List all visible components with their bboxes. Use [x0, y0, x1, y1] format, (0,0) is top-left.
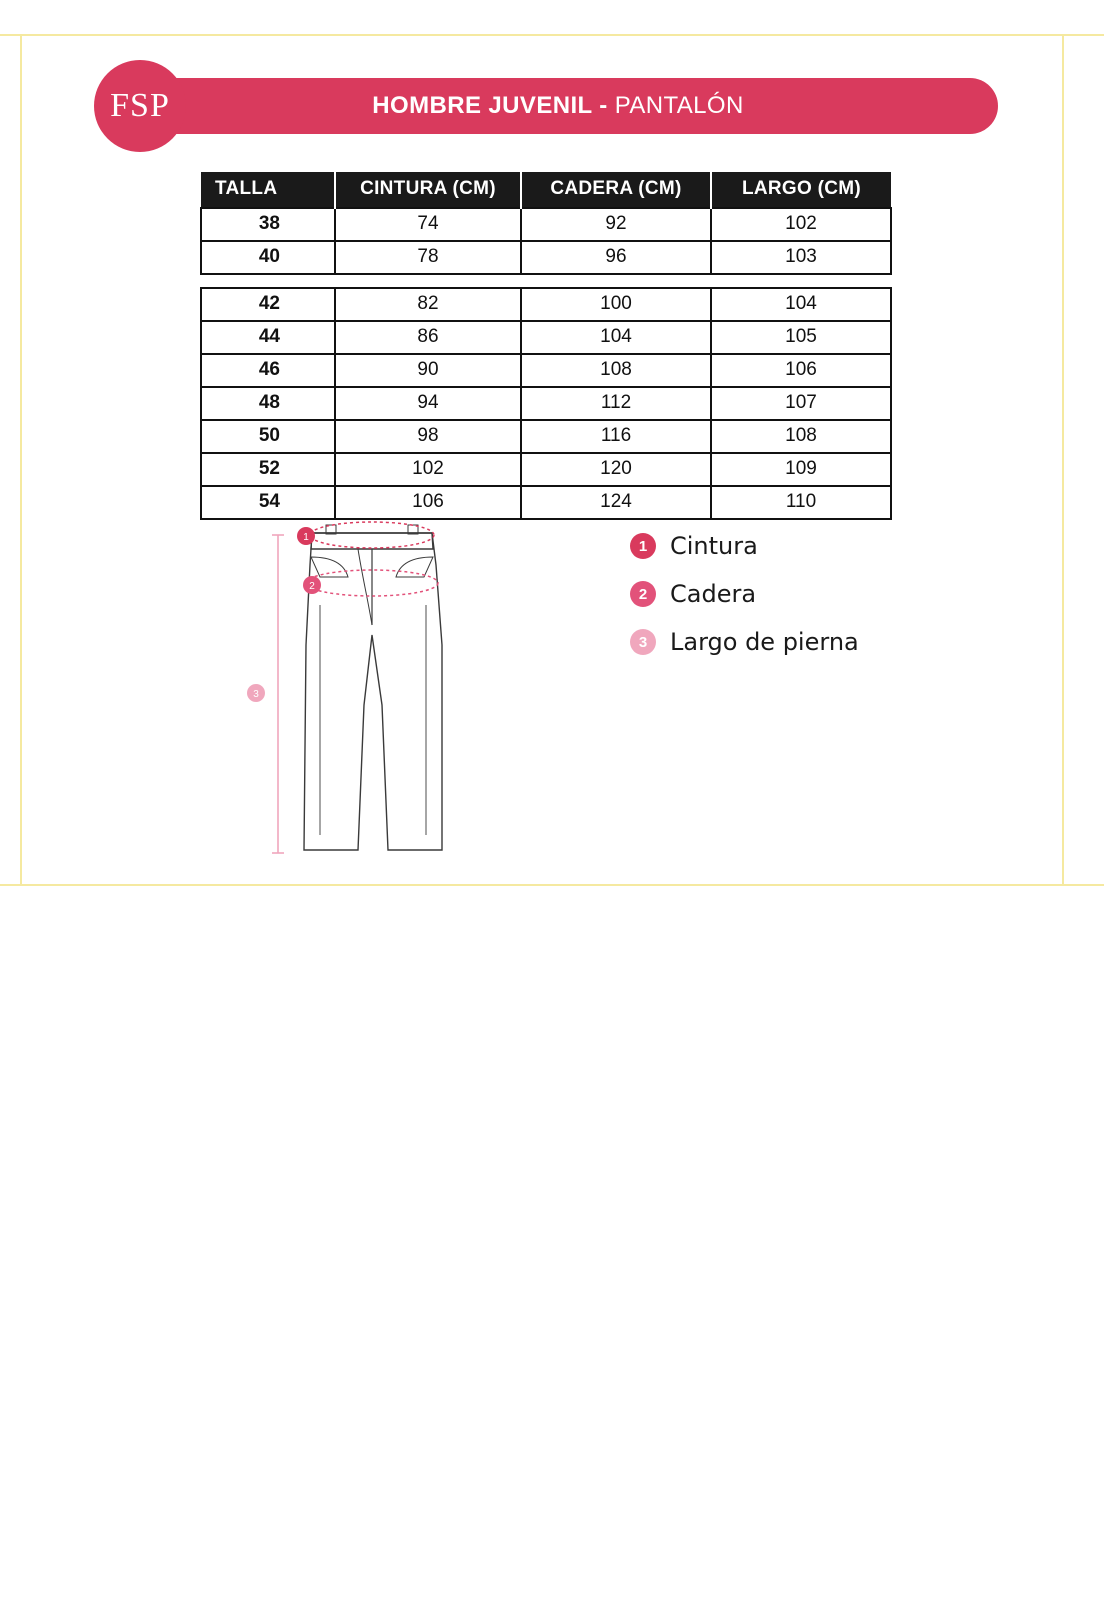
page-title: [372, 92, 743, 120]
page-frame-top-line: [0, 34, 1104, 36]
measurement-legend: [630, 532, 960, 676]
cell-largo: 104: [711, 288, 891, 321]
cell-largo: 108: [711, 420, 891, 453]
page-title-light: PANTALÓN: [607, 92, 744, 119]
cell-cintura: 98: [335, 420, 521, 453]
legend-badge-3: 3: [630, 629, 656, 655]
legend-badge-1: 1: [630, 533, 656, 559]
column-header-largo: LARGO (CM): [711, 172, 891, 208]
cell-cadera: 96: [521, 241, 711, 274]
table-row: [201, 453, 891, 486]
legend-item-cadera: [630, 580, 960, 608]
cell-talla: 48: [201, 387, 335, 420]
column-header-talla: TALLA: [201, 172, 335, 208]
page-frame-bottom-line: [0, 884, 1104, 886]
table-row: [201, 321, 891, 354]
pants-outline: [304, 525, 442, 850]
table-row: [201, 208, 891, 241]
cell-talla: 44: [201, 321, 335, 354]
marker-3-label: 3: [253, 689, 259, 700]
cell-cintura: 102: [335, 453, 521, 486]
table-row: [201, 420, 891, 453]
column-header-cadera: CADERA (CM): [521, 172, 711, 208]
cell-largo: 107: [711, 387, 891, 420]
size-chart-table-wrapper: [200, 172, 890, 520]
cell-cintura: 86: [335, 321, 521, 354]
cell-talla: 54: [201, 486, 335, 519]
table-row: [201, 354, 891, 387]
marker-2-label: 2: [309, 581, 315, 592]
cell-cadera: 108: [521, 354, 711, 387]
cell-largo: 109: [711, 453, 891, 486]
cell-largo: 102: [711, 208, 891, 241]
cell-largo: 103: [711, 241, 891, 274]
cell-cintura: 90: [335, 354, 521, 387]
cell-cadera: 124: [521, 486, 711, 519]
cell-talla: 42: [201, 288, 335, 321]
table-row: [201, 241, 891, 274]
cell-cadera: 104: [521, 321, 711, 354]
table-header-row: [201, 172, 891, 208]
table-spacer-row: [201, 274, 891, 288]
cell-talla: 52: [201, 453, 335, 486]
cell-talla: 46: [201, 354, 335, 387]
page-title-bold: HOMBRE JUVENIL -: [372, 92, 608, 119]
page-frame-left-line: [20, 34, 22, 886]
page-frame-right-line: [1062, 34, 1064, 886]
legend-item-cintura: [630, 532, 960, 560]
brand-logo-text: FSP: [110, 87, 170, 124]
table-row: [201, 387, 891, 420]
cell-cadera: 112: [521, 387, 711, 420]
cell-cadera: 100: [521, 288, 711, 321]
cell-cadera: 120: [521, 453, 711, 486]
pants-illustration: [236, 505, 566, 875]
cell-cintura: 74: [335, 208, 521, 241]
table-row: [201, 288, 891, 321]
marker-1-label: 1: [303, 532, 309, 543]
cell-largo: 110: [711, 486, 891, 519]
legend-badge-2: 2: [630, 581, 656, 607]
length-measure-bracket: [272, 535, 284, 853]
cell-cadera: 116: [521, 420, 711, 453]
cell-talla: 38: [201, 208, 335, 241]
column-header-cintura: CINTURA (CM): [335, 172, 521, 208]
cell-cintura: 82: [335, 288, 521, 321]
cell-cintura: 94: [335, 387, 521, 420]
legend-label-cintura: Cintura: [670, 532, 758, 560]
size-chart-table: [200, 172, 892, 520]
legend-label-largo: Largo de pierna: [670, 628, 859, 656]
cell-cintura: 106: [335, 486, 521, 519]
cell-largo: 106: [711, 354, 891, 387]
header-banner: [118, 78, 998, 134]
cell-largo: 105: [711, 321, 891, 354]
legend-item-largo: [630, 628, 960, 656]
cell-cintura: 78: [335, 241, 521, 274]
cell-cadera: 92: [521, 208, 711, 241]
brand-logo: [94, 60, 186, 152]
cell-talla: 40: [201, 241, 335, 274]
cell-talla: 50: [201, 420, 335, 453]
legend-label-cadera: Cadera: [670, 580, 757, 608]
